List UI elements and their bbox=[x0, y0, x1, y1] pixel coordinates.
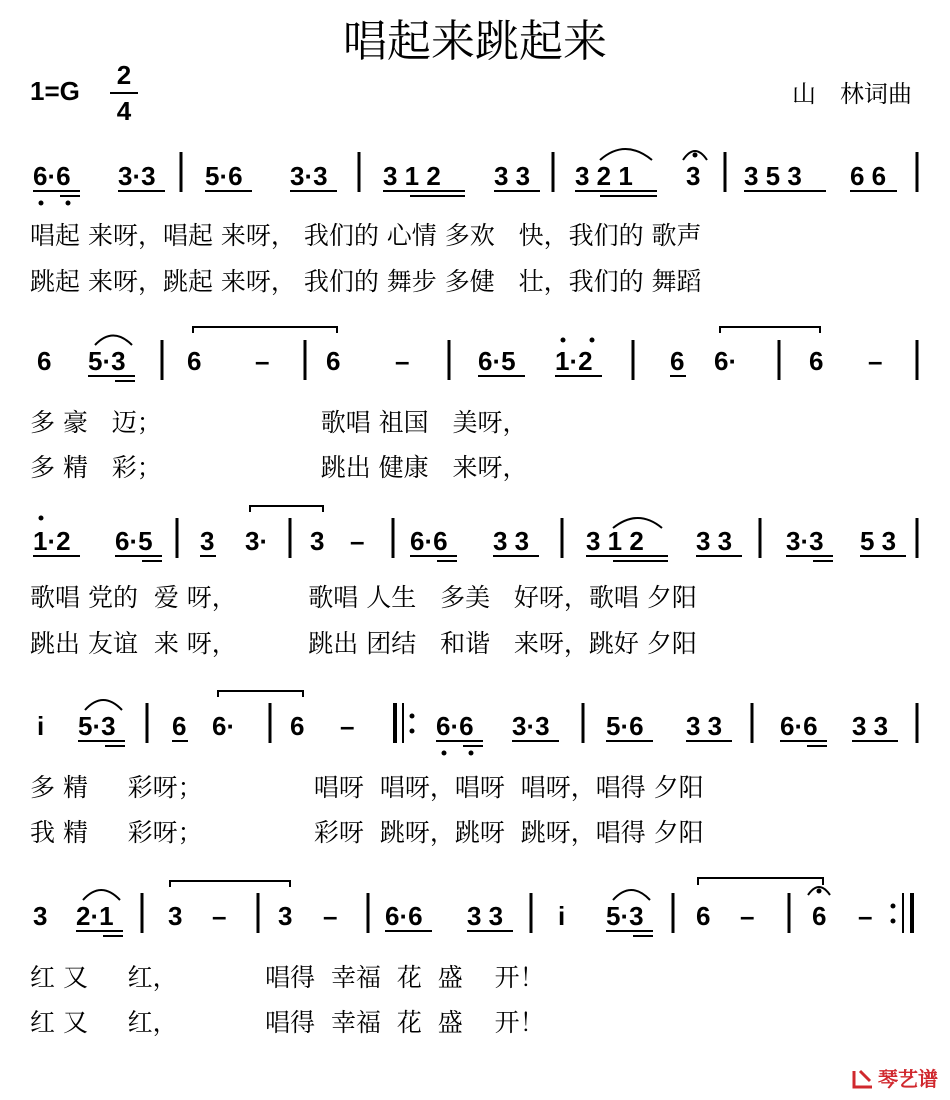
note: 3· bbox=[245, 526, 269, 556]
note: 6·6 bbox=[33, 161, 71, 191]
note: 3 1 2 bbox=[586, 526, 644, 556]
note: 3 3 bbox=[852, 711, 889, 741]
note: 6 bbox=[290, 711, 305, 741]
note: 3 3 bbox=[493, 526, 530, 556]
note: – bbox=[395, 346, 410, 376]
note: 3 3 bbox=[686, 711, 723, 741]
note: 3 3 bbox=[494, 161, 531, 191]
note: 6 bbox=[696, 901, 711, 931]
note: 6 bbox=[187, 346, 202, 376]
note: 5·3 bbox=[606, 901, 644, 931]
note: 2·1 bbox=[76, 901, 114, 931]
song-title: 唱起来跳起来 bbox=[343, 16, 607, 67]
note: 6·5 bbox=[478, 346, 516, 376]
note: 6 bbox=[670, 346, 685, 376]
note: – bbox=[858, 901, 873, 931]
note: – bbox=[255, 346, 270, 376]
system-4 bbox=[37, 691, 917, 756]
note: 3 bbox=[278, 901, 293, 931]
note: i bbox=[37, 711, 45, 741]
system-3 bbox=[33, 506, 917, 561]
note: 6·5 bbox=[115, 526, 153, 556]
note: – bbox=[340, 711, 355, 741]
key-signature: 1=G bbox=[30, 76, 80, 106]
note: 3 3 bbox=[467, 901, 504, 931]
time-signature-bottom: 4 bbox=[116, 96, 132, 126]
note: 3 3 bbox=[696, 526, 733, 556]
note: – bbox=[350, 526, 365, 556]
note: 6· bbox=[212, 711, 236, 741]
note: 6 bbox=[37, 346, 52, 376]
time-signature-top: 2 bbox=[116, 60, 132, 90]
note: i bbox=[558, 901, 566, 931]
note: 6·6 bbox=[780, 711, 818, 741]
note: 6·6 bbox=[385, 901, 423, 931]
lyric-line: 多 豪 迈； 歌唱 祖国 美呀， bbox=[30, 408, 528, 437]
lyric-line: 歌唱 党的 爱 呀， 歌唱 人生 多美 好呀，歌唱 夕阳 bbox=[30, 583, 697, 612]
note: 3 1 2 bbox=[383, 161, 441, 191]
lyric-line: 唱起 来呀，唱起 来呀， 我们的 心情 多欢 快，我们的 歌声 bbox=[30, 221, 702, 250]
note: – bbox=[323, 901, 338, 931]
note: 6· bbox=[714, 346, 738, 376]
note: – bbox=[740, 901, 755, 931]
note: 3·3 bbox=[512, 711, 550, 741]
system-1 bbox=[33, 149, 917, 206]
note: 6 bbox=[326, 346, 341, 376]
note: 5·6 bbox=[606, 711, 644, 741]
note: 3 bbox=[168, 901, 183, 931]
lyric-line: 多 精 彩； 跳出 健康 来呀， bbox=[30, 453, 528, 482]
note: 6 bbox=[812, 901, 827, 931]
lyric-line: 红 又 红， 唱得 幸福 花 盛 开！ bbox=[30, 963, 545, 992]
note: 5 3 bbox=[860, 526, 897, 556]
composer-credit: 山 林词曲 bbox=[792, 80, 912, 108]
lyric-line: 我 精 彩呀； 彩呀 跳呀，跳呀 跳呀，唱得 夕阳 bbox=[30, 818, 704, 847]
note: 3 bbox=[33, 901, 48, 931]
logo-text: 琴艺谱 bbox=[878, 1067, 938, 1091]
note: 6 bbox=[809, 346, 824, 376]
note: 3 5 3 bbox=[744, 161, 802, 191]
note: 3 bbox=[686, 161, 701, 191]
note: 3·3 bbox=[290, 161, 328, 191]
note: 3·3 bbox=[786, 526, 824, 556]
lyric-line: 多 精 彩呀； 唱呀 唱呀，唱呀 唱呀，唱得 夕阳 bbox=[30, 773, 704, 802]
note: 5·3 bbox=[78, 711, 116, 741]
note: 3 bbox=[200, 526, 215, 556]
note: – bbox=[212, 901, 227, 931]
site-logo bbox=[852, 1063, 938, 1092]
note: 6 6 bbox=[850, 161, 887, 191]
note: 1·2 bbox=[33, 526, 71, 556]
note: 3·3 bbox=[118, 161, 156, 191]
logo-icon bbox=[852, 1067, 874, 1089]
lyric-line: 跳起 来呀，跳起 来呀， 我们的 舞步 多健 壮，我们的 舞蹈 bbox=[30, 267, 702, 296]
note: 6·6 bbox=[410, 526, 448, 556]
system-5 bbox=[33, 878, 912, 936]
system-2 bbox=[37, 327, 917, 381]
lyric-line: 红 又 红， 唱得 幸福 花 盛 开！ bbox=[30, 1008, 545, 1037]
note: 6 bbox=[172, 711, 187, 741]
note: 5·6 bbox=[205, 161, 243, 191]
note: 6·6 bbox=[436, 711, 474, 741]
note: 1·2 bbox=[555, 346, 593, 376]
note: – bbox=[868, 346, 883, 376]
note: 5·3 bbox=[88, 346, 126, 376]
note: 3 bbox=[310, 526, 325, 556]
note: 3 2 1 bbox=[575, 161, 633, 191]
lyric-line: 跳出 友谊 来 呀， 跳出 团结 和谐 来呀，跳好 夕阳 bbox=[30, 629, 697, 658]
